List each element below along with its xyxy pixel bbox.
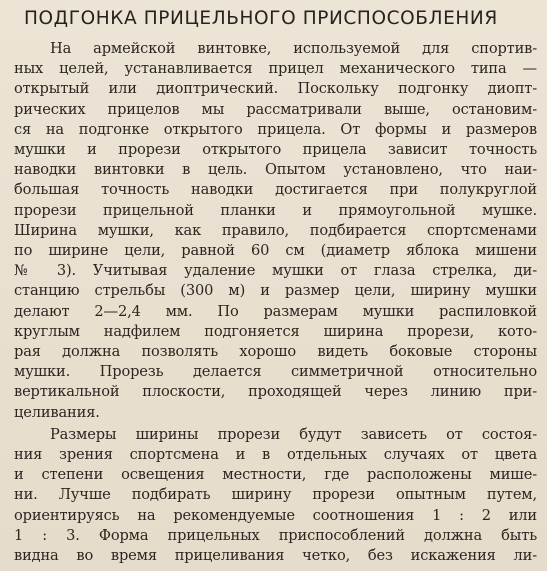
text-line: целивания. — [14, 403, 100, 421]
text-line: видна во время прицеливания четко, без искажения ли- — [14, 547, 537, 565]
text-line: прорези прицельной планки и прямоугольной мушке. — [14, 201, 537, 219]
paragraph-2 — [14, 425, 537, 566]
text-line: Ширина мушки, как правило, подбирается спортсменами — [14, 221, 537, 239]
text-line: рических прицелов мы рассматривали выше, остановим- — [14, 100, 537, 118]
text-line: рая должна позволять хорошо видеть боковые стороны — [14, 343, 537, 361]
text-line: № 3). Учитывая удаление мушки от глаза стрелка, ди- — [14, 262, 537, 280]
text-line: ни. Лучше подбирать ширину прорези опытным путем, — [14, 486, 537, 504]
text-line: ориентируясь на рекомендуемые соотношения 1 : 2 или — [14, 506, 537, 524]
paragraph-1 — [14, 39, 537, 423]
text-line: На армейской винтовке, используемой для спортив- — [50, 40, 537, 57]
text-line: большая точность наводки достигается при полукруглой — [14, 181, 537, 199]
text-line: ных целей, устанавливается прицел механического типа — — [14, 60, 537, 78]
text-line: делают 2—2,4 мм. По размерам мушки распиловкой — [14, 302, 537, 320]
text-line: ния зрения спортсмена и в отдельных случаях от цвета — [14, 446, 537, 464]
text-line: и степени освещения местности, где расположены мише- — [14, 466, 537, 484]
text-line: круглым надфилем подгоняется ширина прорези, кото- — [14, 322, 537, 340]
text-line: станцию стрельбы (300 м) и размер цели, ширину мушки — [14, 282, 537, 300]
text-line: наводки винтовки в цель. Опытом установлено, что наи- — [14, 161, 537, 179]
text-line: Размеры ширины прорези будут зависеть от состоя- — [50, 425, 537, 443]
text-line: мушки и прорези открытого прицела зависит точность — [14, 141, 537, 159]
text-line: по ширине цели, равной 60 см (диаметр яблока мишени — [14, 242, 537, 260]
text-line: вертикальной плоскости, проходящей через линию при- — [14, 383, 537, 401]
text-line: открытый или диоптрический. Поскольку подгонку диопт- — [14, 80, 537, 98]
text-line: 1 : 3. Форма прицельных приспособлений должна быть — [14, 526, 537, 544]
text-line: мушки. Прорезь делается симметричной относительно — [14, 363, 537, 381]
text-line: ся на подгонке открытого прицела. От формы и размеров — [14, 120, 537, 138]
section-heading: ПОДГОНКА ПРИЦЕЛЬНОГО ПРИСПОСОБЛЕНИЯ — [24, 8, 498, 29]
